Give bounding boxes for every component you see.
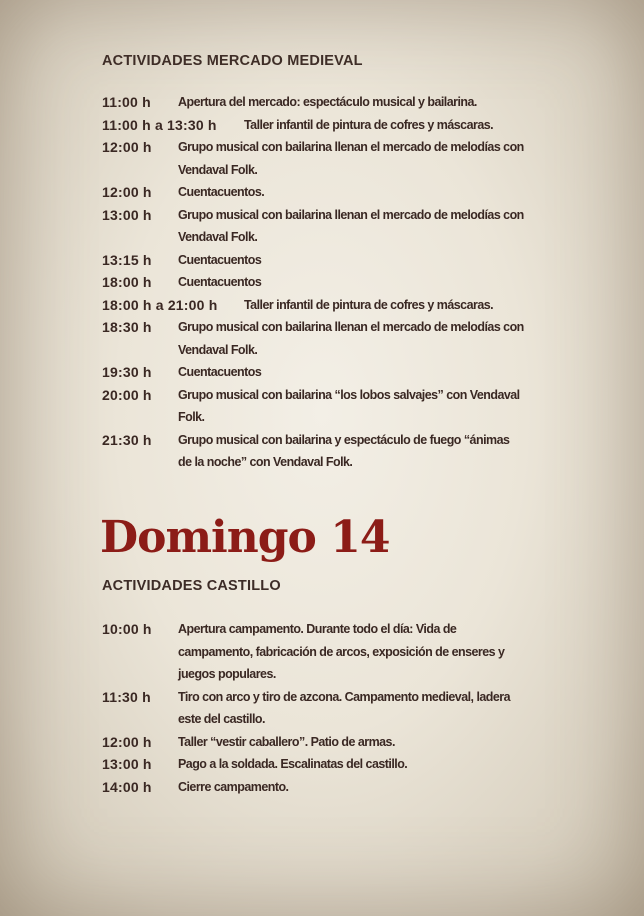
- schedule-row: [102, 686, 562, 731]
- schedule-description: Cuentacuentos: [178, 274, 262, 289]
- schedule-row: [102, 618, 562, 686]
- schedule-time: 13:00 h: [102, 206, 152, 223]
- schedule-row: [102, 294, 562, 317]
- schedule-time: 21:30 h: [102, 431, 152, 448]
- schedule-row: [102, 91, 562, 114]
- schedule-description: Taller infantil de pintura de cofres y máscaras.: [244, 296, 494, 312]
- schedule-row: [102, 731, 562, 754]
- schedule-row: [102, 136, 562, 181]
- schedule-row: [102, 384, 562, 429]
- schedule-time: 12:00 h: [102, 733, 152, 750]
- market-section-heading: ACTIVIDADES MERCADO MEDIEVAL: [102, 53, 363, 69]
- schedule-description: Cierre campamento.: [178, 778, 289, 794]
- schedule-time: 11:00 h a 13:30 h: [102, 116, 217, 133]
- schedule-description: Tiro con arco y tiro de azcona. Campamento medieval, ladera este del castillo.: [178, 688, 511, 726]
- market-schedule: [102, 91, 562, 474]
- schedule-time: 19:30 h: [102, 364, 152, 380]
- schedule-description: Grupo musical con bailarina y espectáculo de fuego “ánimas de la noche” con Vendaval Folk.: [178, 431, 510, 469]
- day-title: Domingo 14: [100, 512, 390, 563]
- schedule-description: Grupo musical con bailarina llenan el mercado de melodías con Vendaval Folk.: [178, 206, 524, 244]
- schedule-time: 13:15 h: [102, 251, 152, 268]
- schedule-description: Taller “vestir caballero”. Patio de armas.: [178, 733, 395, 749]
- schedule-row: [102, 249, 562, 272]
- schedule-time: 11:30 h: [102, 688, 151, 705]
- schedule-time: 12:00 h: [102, 139, 152, 155]
- schedule-description: Pago a la soldada. Escalinatas del castillo.: [178, 756, 408, 771]
- schedule-row: [102, 753, 562, 776]
- schedule-time: 18:00 h: [102, 274, 152, 290]
- schedule-row: [102, 316, 562, 361]
- schedule-row: [102, 204, 562, 249]
- schedule-row: [102, 361, 562, 384]
- castle-schedule: [102, 618, 562, 798]
- schedule-row: [102, 776, 562, 799]
- schedule-time: 14:00 h: [102, 778, 152, 795]
- schedule-description: Grupo musical con bailarina llenan el mercado de melodías con Vendaval Folk.: [178, 319, 524, 357]
- schedule-description: Cuentacuentos: [178, 364, 262, 379]
- schedule-time: 13:00 h: [102, 756, 152, 772]
- schedule-time: 20:00 h: [102, 386, 152, 403]
- schedule-description: Cuentacuentos: [178, 251, 262, 267]
- schedule-description: Grupo musical con bailarina “los lobos salvajes” con Vendaval Folk.: [178, 386, 520, 424]
- schedule-description: Apertura campamento. Durante todo el día: Vida de campamento, fabricación de arcos, exposición de enseres y juegos populares.: [178, 621, 505, 681]
- schedule-row: [102, 181, 562, 204]
- schedule-row: [102, 429, 562, 474]
- schedule-time: 12:00 h: [102, 184, 152, 200]
- schedule-row: [102, 114, 562, 137]
- schedule-time: 18:30 h: [102, 319, 152, 335]
- schedule-description: Grupo musical con bailarina llenan el mercado de melodías con Vendaval Folk.: [178, 139, 524, 177]
- schedule-row: [102, 271, 562, 294]
- schedule-description: Cuentacuentos.: [178, 184, 265, 199]
- schedule-description: Taller infantil de pintura de cofres y máscaras.: [244, 116, 494, 132]
- schedule-description: Apertura del mercado: espectáculo musical y bailarina.: [178, 94, 477, 109]
- castle-section-heading: ACTIVIDADES CASTILLO: [102, 578, 281, 594]
- schedule-time: 18:00 h a 21:00 h: [102, 296, 218, 313]
- schedule-time: 10:00 h: [102, 621, 152, 637]
- schedule-time: 11:00 h: [102, 94, 151, 110]
